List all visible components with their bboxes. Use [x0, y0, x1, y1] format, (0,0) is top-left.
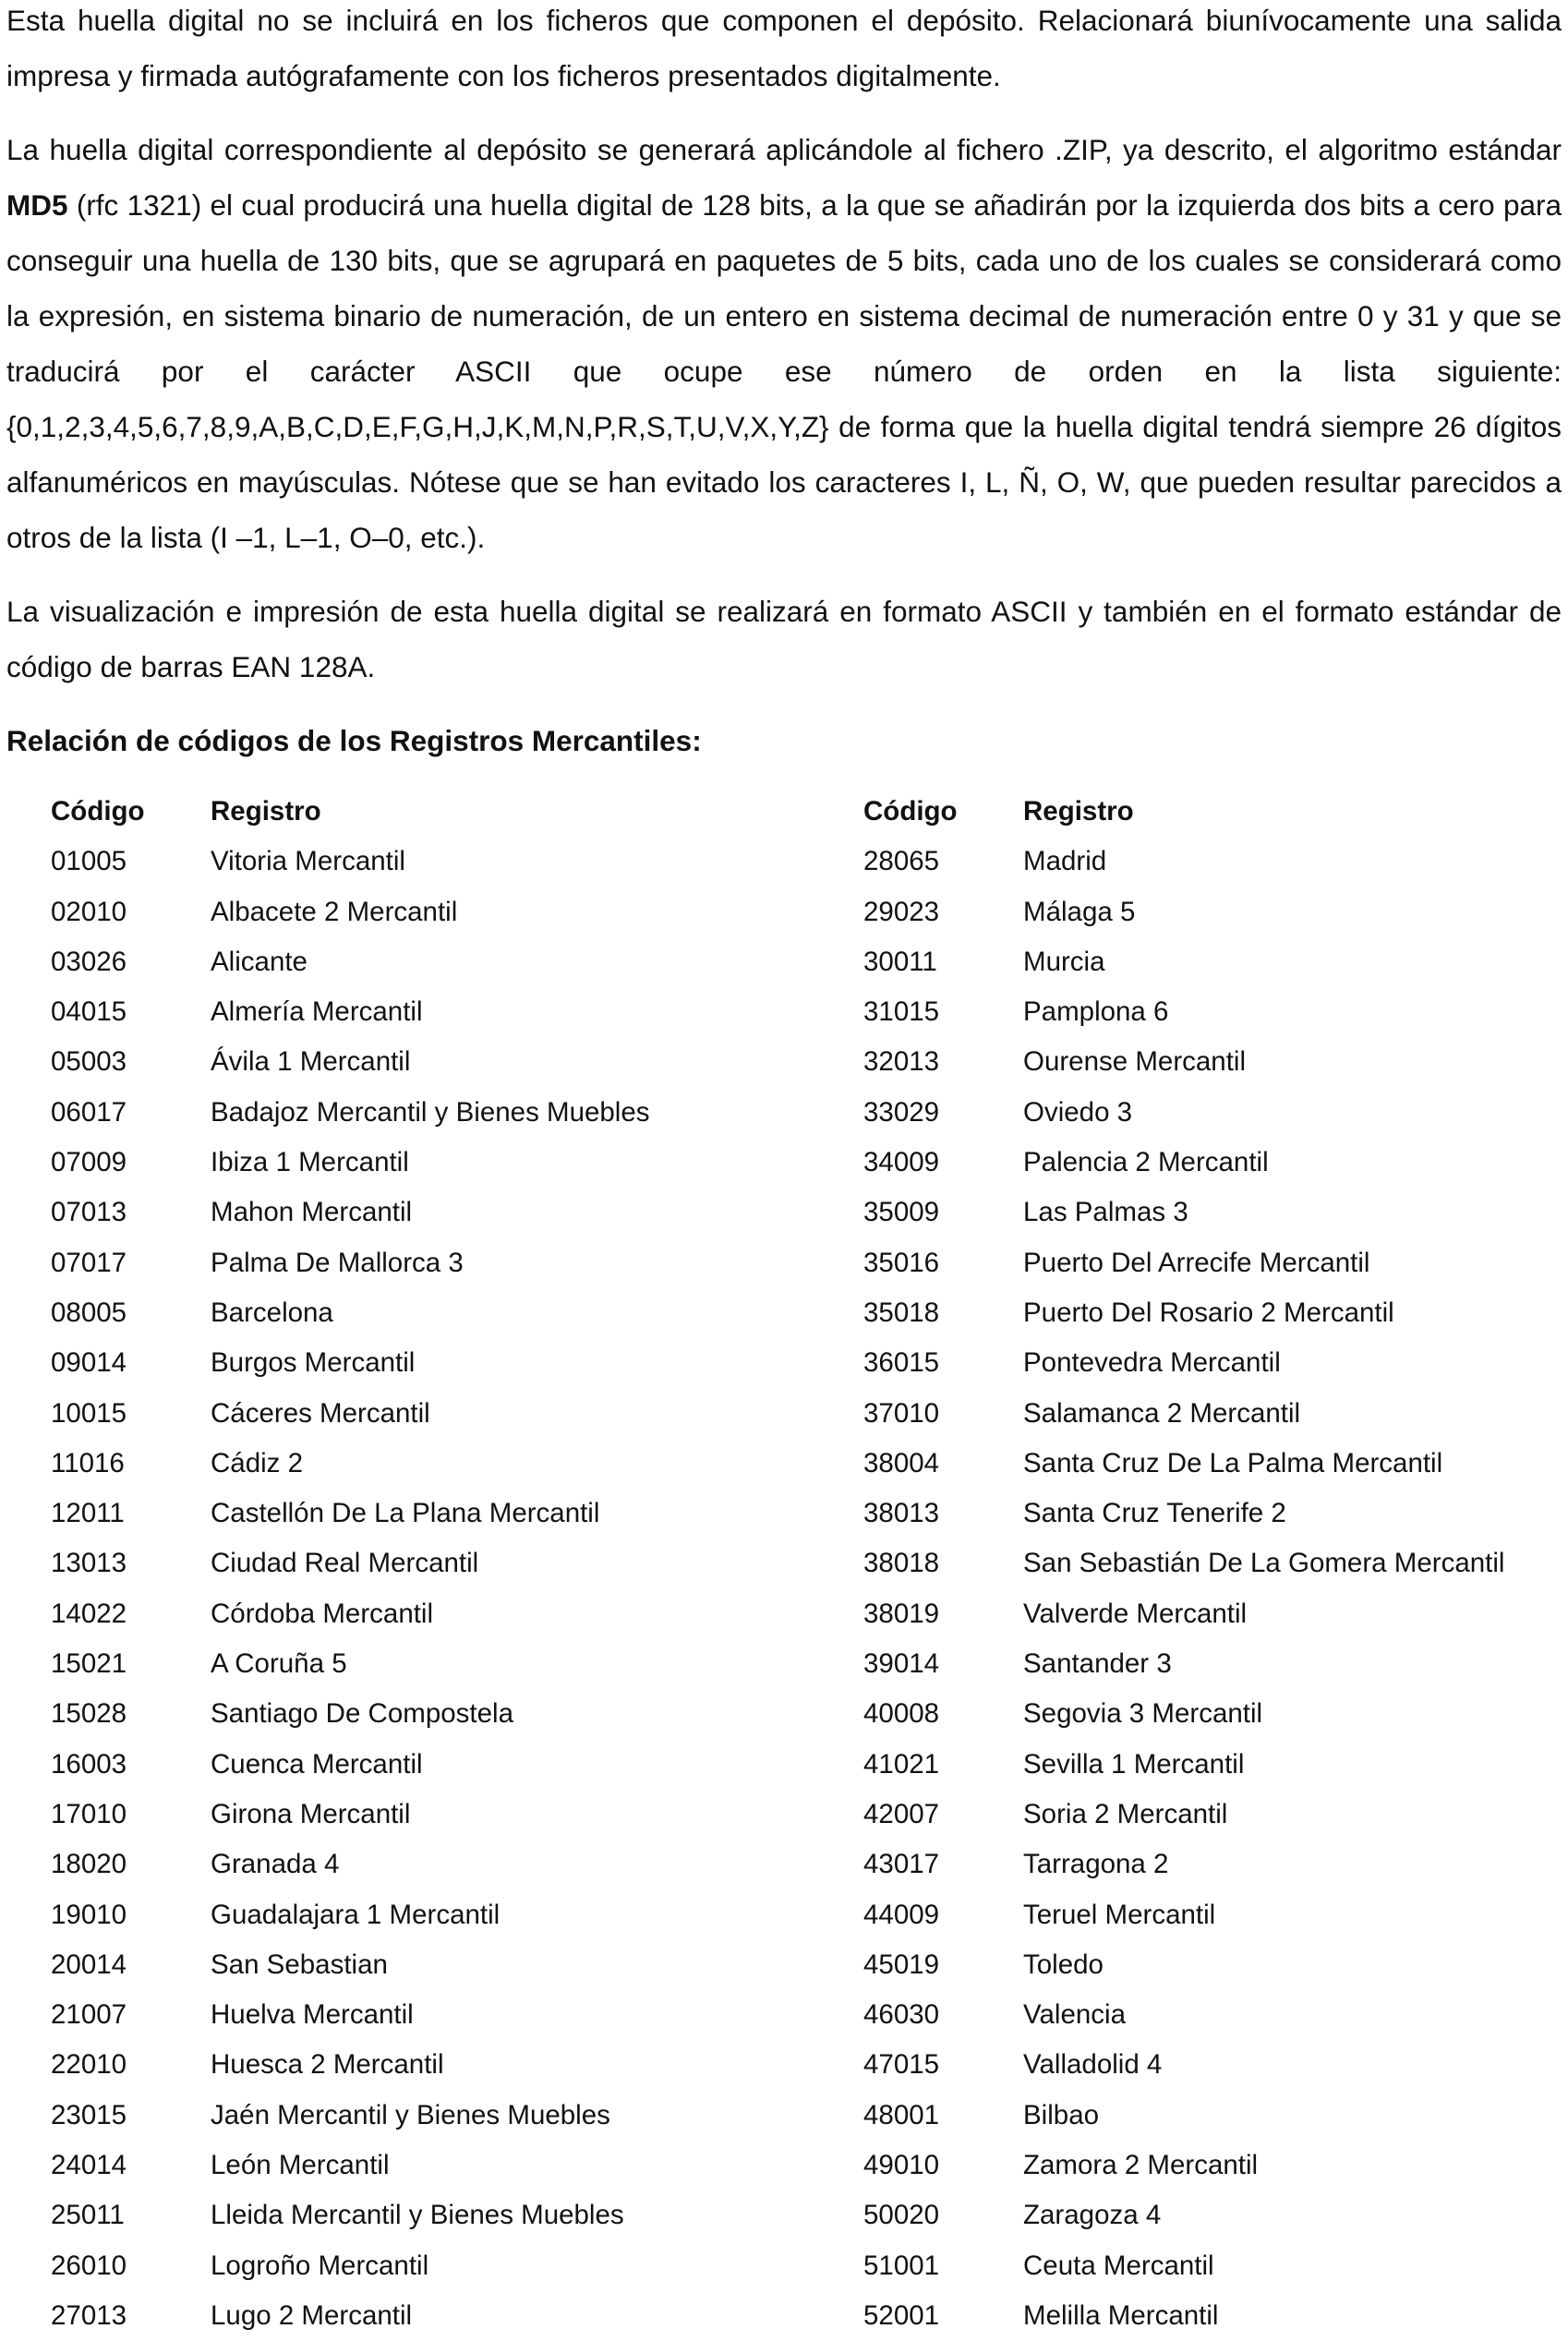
table-cell-registry-left: Alicante [211, 946, 308, 977]
table-cell-code-left: 18020 [51, 1849, 127, 1880]
table-cell-code-right: 38004 [863, 1447, 940, 1478]
table-cell-code-right: 38019 [863, 1598, 940, 1629]
table-cell-code-right: 48001 [863, 2099, 940, 2130]
table-cell-registry-right: San Sebastián De La Gomera Mercantil [1023, 1548, 1505, 1579]
table-cell-code-left: 20014 [51, 1949, 127, 1980]
table-row [6, 1088, 1562, 1138]
table-row [6, 1288, 1562, 1338]
table-cell-registry-left: Girona Mercantil [211, 1798, 411, 1829]
table-cell-code-right: 35009 [863, 1197, 940, 1228]
table-row [6, 1138, 1562, 1188]
table-row [6, 1890, 1562, 1940]
table-row [6, 1539, 1562, 1588]
table-row [6, 1389, 1562, 1439]
table-cell-registry-left: Cádiz 2 [211, 1447, 304, 1478]
table-cell-code-right: 47015 [863, 2049, 940, 2081]
table-cell-registry-left: Vitoria Mercantil [211, 846, 405, 877]
table-row [6, 987, 1562, 1037]
table-cell-code-right: 29023 [863, 896, 940, 927]
table-cell-code-right: 31015 [863, 996, 940, 1028]
table-cell-code-right: 34009 [863, 1147, 940, 1178]
table-cell-registry-right: Murcia [1023, 946, 1105, 977]
table-cell-code-left: 27013 [51, 2299, 127, 2331]
table-cell-code-left: 26010 [51, 2250, 127, 2281]
table-cell-code-right: 38018 [863, 1548, 940, 1579]
table-cell-registry-left: Lleida Mercantil y Bienes Muebles [211, 2200, 624, 2231]
table-cell-registry-right: Oviedo 3 [1023, 1096, 1133, 1128]
table-cell-code-right: 41021 [863, 1748, 940, 1780]
paragraph-algorithm-text-start: La huella digital correspondiente al depósito se generará aplicándole al fichero .ZIP, ya descrito, el algoritmo estándar [6, 133, 1562, 166]
table-cell-registry-right: Toledo [1023, 1949, 1104, 1980]
table-cell-registry-left: Burgos Mercantil [211, 1347, 416, 1379]
table-cell-registry-right: Zamora 2 Mercantil [1023, 2150, 1259, 2181]
table-cell-code-right: 38013 [863, 1498, 940, 1529]
table-cell-registry-right: Pamplona 6 [1023, 996, 1169, 1028]
table-cell-code-right: 30011 [863, 946, 937, 977]
table-cell-registry-left: Ciudad Real Mercantil [211, 1548, 479, 1579]
table-row [6, 2141, 1562, 2190]
paragraph-algorithm-text-end: (rfc 1321) el cual producirá una huella digital de 128 bits, a la que se añadirán por la izquierda dos bits a cero para conseguir una huella de 130 bits, que se agrupará en paquetes de 5 bits, cada uno de los cuales se considerará como la expresión, en sistema binario de numeración, de un entero en sistema decimal de numeración entre 0 y 31 y que se traducirá por el carácter ASCII que ocupe ese número de orden en la lista siguiente: {0,1,2,3,4,5,6,7,8,9,A,B,C,D,E,F,G,H,J,K,M,N,P,R,S,T,U,V,X,Y,Z} de forma que la huella digital tendrá siempre 26 dígitos alfanuméricos en mayúsculas. Nótese que se han evitado los caracteres I, L, Ñ, O, W, que pueden resultar parecidos a otros de la lista (I –1, L–1, O–0, etc.). [6, 188, 1562, 554]
table-cell-code-right: 37010 [863, 1397, 940, 1429]
table-cell-registry-right: Melilla Mercantil [1023, 2299, 1219, 2331]
table-row [6, 1990, 1562, 2040]
table-cell-registry-left: Santiago De Compostela [211, 1698, 513, 1730]
table-cell-code-right: 49010 [863, 2150, 940, 2181]
table-cell-registry-left: Castellón De La Plana Mercantil [211, 1498, 600, 1529]
table-cell-registry-left: Jaén Mercantil y Bienes Muebles [211, 2099, 610, 2130]
table-cell-registry-right: Tarragona 2 [1023, 1849, 1169, 1880]
table-row [6, 1740, 1562, 1790]
table-cell-code-left: 22010 [51, 2049, 127, 2081]
table-cell-code-left: 15028 [51, 1698, 127, 1730]
table-cell-registry-left: Ibiza 1 Mercantil [211, 1147, 409, 1178]
table-cell-code-left: 07017 [51, 1247, 127, 1278]
table-cell-registry-right: Madrid [1023, 846, 1107, 877]
table-header-row [6, 787, 1562, 837]
table-cell-registry-right: Santander 3 [1023, 1648, 1172, 1680]
table-cell-code-left: 24014 [51, 2150, 127, 2181]
table-row [6, 1439, 1562, 1489]
table-cell-code-right: 35018 [863, 1297, 940, 1328]
table-cell-code-right: 42007 [863, 1798, 940, 1829]
table-cell-code-left: 05003 [51, 1046, 127, 1078]
table-cell-registry-left: Palma De Mallorca 3 [211, 1247, 464, 1278]
md5-bold-term: MD5 [6, 188, 68, 222]
table-cell-code-right: 44009 [863, 1899, 940, 1930]
paragraph-fingerprint-algorithm [6, 122, 1562, 565]
table-row [6, 1037, 1562, 1087]
paragraph-fingerprint-display: La visualización e impresión de esta huella digital se realizará en formato ASCII y también en el formato estándar de código de barras EAN 128A. [6, 595, 1562, 683]
table-cell-registry-right: Pontevedra Mercantil [1023, 1347, 1281, 1379]
table-cell-registry-left: San Sebastian [211, 1949, 388, 1980]
table-row [6, 1338, 1562, 1388]
table-cell-registry-left: Huelva Mercantil [211, 1999, 414, 2031]
table-cell-code-left: 11016 [51, 1447, 125, 1478]
table-cell-registry-right: Valencia [1023, 1999, 1126, 2031]
column-header-code-left: Código [51, 796, 145, 827]
table-cell-registry-left: Badajoz Mercantil y Bienes Muebles [211, 1096, 650, 1128]
table-cell-code-left: 15021 [51, 1648, 127, 1680]
table-cell-code-right: 32013 [863, 1046, 940, 1078]
table-cell-registry-left: Ávila 1 Mercantil [211, 1046, 411, 1078]
table-cell-registry-left: Logroño Mercantil [211, 2250, 429, 2281]
table-cell-registry-left: Guadalajara 1 Mercantil [211, 1899, 501, 1930]
table-cell-registry-left: Cuenca Mercantil [211, 1748, 423, 1780]
table-cell-registry-right: Valladolid 4 [1023, 2049, 1163, 2081]
table-cell-code-right: 52001 [863, 2299, 940, 2331]
table-cell-code-left: 16003 [51, 1748, 127, 1780]
table-cell-registry-right: Soria 2 Mercantil [1023, 1798, 1228, 1829]
table-cell-registry-left: A Coruña 5 [211, 1648, 347, 1680]
table-cell-code-left: 06017 [51, 1096, 127, 1128]
table-cell-code-right: 28065 [863, 846, 940, 877]
paragraph-fingerprint-intro: Esta huella digital no se incluirá en los ficheros que componen el depósito. Relacionará biunívocamente una salida impresa y firmada autógrafamente con los ficheros presentados digitalmente. [6, 4, 1562, 92]
table-cell-code-left: 08005 [51, 1297, 127, 1328]
table-row [6, 2190, 1562, 2240]
table-row [6, 887, 1562, 937]
column-header-code-right: Código [863, 796, 958, 827]
table-cell-code-left: 25011 [51, 2200, 125, 2231]
table-cell-registry-left: León Mercantil [211, 2150, 390, 2181]
table-row [6, 1790, 1562, 1840]
table-cell-code-left: 01005 [51, 846, 127, 877]
table-cell-registry-right: Sevilla 1 Mercantil [1023, 1748, 1245, 1780]
table-cell-registry-right: Santa Cruz De La Palma Mercantil [1023, 1447, 1443, 1478]
table-cell-code-right: 36015 [863, 1347, 940, 1379]
table-cell-registry-right: Santa Cruz Tenerife 2 [1023, 1498, 1286, 1529]
table-row [6, 2040, 1562, 2090]
table-cell-code-left: 09014 [51, 1347, 127, 1379]
table-cell-registry-right: Salamanca 2 Mercantil [1023, 1397, 1301, 1429]
table-row [6, 2241, 1562, 2291]
table-cell-code-left: 04015 [51, 996, 127, 1028]
column-header-registry-left: Registro [211, 796, 321, 827]
table-cell-registry-left: Barcelona [211, 1297, 333, 1328]
table-cell-code-right: 35016 [863, 1247, 940, 1278]
table-cell-code-left: 02010 [51, 896, 127, 927]
table-cell-code-right: 43017 [863, 1849, 940, 1880]
table-cell-registry-right: Teruel Mercantil [1023, 1899, 1216, 1930]
table-cell-registry-left: Mahon Mercantil [211, 1197, 413, 1228]
table-cell-code-left: 12011 [51, 1498, 125, 1529]
table-cell-code-left: 03026 [51, 946, 127, 977]
table-cell-registry-left: Almería Mercantil [211, 996, 423, 1028]
table-cell-registry-right: Las Palmas 3 [1023, 1197, 1188, 1228]
table-row [6, 937, 1562, 987]
table-cell-code-right: 51001 [863, 2250, 940, 2281]
table-cell-registry-right: Valverde Mercantil [1023, 1598, 1248, 1629]
table-cell-registry-right: Zaragoza 4 [1023, 2200, 1162, 2231]
table-row [6, 2091, 1562, 2141]
table-cell-registry-right: Puerto Del Rosario 2 Mercantil [1023, 1297, 1394, 1328]
table-cell-code-left: 21007 [51, 1999, 127, 2031]
table-cell-registry-left: Huesca 2 Mercantil [211, 2049, 444, 2081]
table-row [6, 1840, 1562, 1889]
table-cell-code-right: 45019 [863, 1949, 940, 1980]
table-cell-code-right: 46030 [863, 1999, 940, 2031]
table-cell-registry-right: Bilbao [1023, 2099, 1100, 2130]
table-cell-registry-left: Lugo 2 Mercantil [211, 2299, 413, 2331]
table-row [6, 1940, 1562, 1990]
table-row [6, 1238, 1562, 1288]
table-row [6, 837, 1562, 887]
table-cell-code-left: 07009 [51, 1147, 127, 1178]
table-row [6, 1489, 1562, 1539]
table-row [6, 1589, 1562, 1639]
table-cell-registry-right: Segovia 3 Mercantil [1023, 1698, 1263, 1730]
section-heading-registry-codes: Relación de códigos de los Registros Mercantiles: [6, 724, 702, 757]
table-row [6, 1689, 1562, 1739]
table-row [6, 1639, 1562, 1689]
table-cell-registry-right: Ceuta Mercantil [1023, 2250, 1214, 2281]
table-cell-code-left: 07013 [51, 1197, 127, 1228]
table-cell-code-right: 33029 [863, 1096, 940, 1128]
table-cell-registry-left: Córdoba Mercantil [211, 1598, 434, 1629]
table-row [6, 2291, 1562, 2341]
table-cell-code-left: 13013 [51, 1548, 127, 1579]
table-cell-code-right: 40008 [863, 1698, 940, 1730]
table-cell-registry-left: Albacete 2 Mercantil [211, 896, 458, 927]
table-cell-registry-right: Málaga 5 [1023, 896, 1136, 927]
table-cell-registry-right: Ourense Mercantil [1023, 1046, 1247, 1078]
table-row [6, 1188, 1562, 1237]
table-cell-code-left: 23015 [51, 2099, 127, 2130]
table-cell-code-left: 10015 [51, 1397, 127, 1429]
table-cell-registry-left: Granada 4 [211, 1849, 340, 1880]
table-cell-code-right: 39014 [863, 1648, 940, 1680]
table-cell-registry-right: Palencia 2 Mercantil [1023, 1147, 1269, 1178]
column-header-registry-right: Registro [1023, 796, 1134, 827]
table-cell-registry-left: Cáceres Mercantil [211, 1397, 430, 1429]
registry-codes-table [6, 787, 1562, 2341]
table-cell-code-left: 17010 [51, 1798, 127, 1829]
table-cell-code-right: 50020 [863, 2200, 940, 2231]
table-cell-code-left: 19010 [51, 1899, 127, 1930]
table-cell-code-left: 14022 [51, 1598, 127, 1629]
table-cell-registry-right: Puerto Del Arrecife Mercantil [1023, 1247, 1370, 1278]
